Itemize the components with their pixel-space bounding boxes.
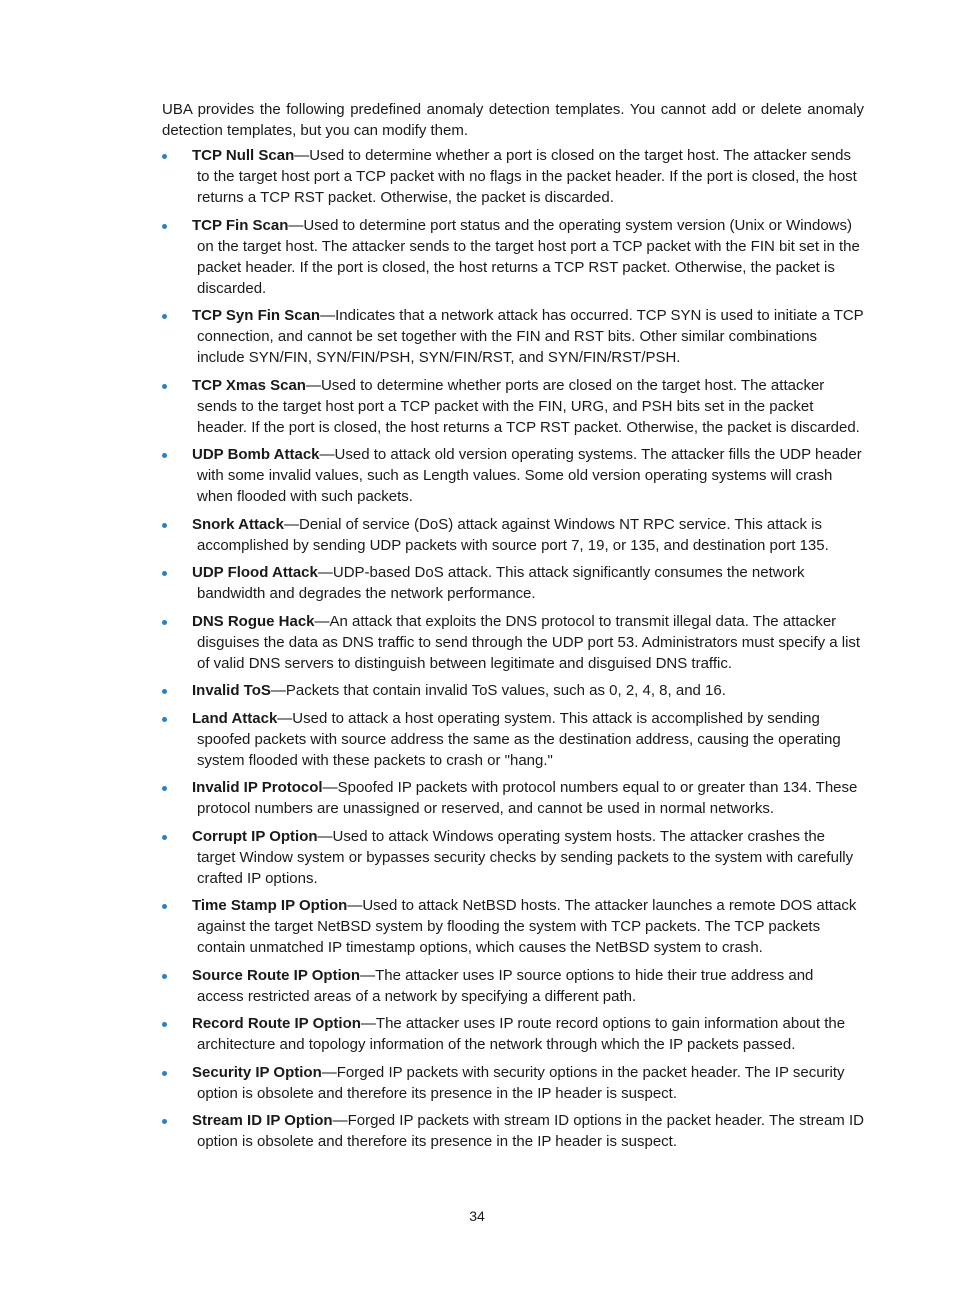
list-item	[162, 215, 864, 299]
item-separator: —	[322, 779, 338, 796]
list-item	[162, 145, 864, 208]
bullet-icon	[162, 974, 167, 979]
bullet-icon	[162, 1071, 167, 1076]
bullet-icon	[162, 523, 167, 528]
item-separator: —	[317, 827, 333, 845]
bullet-icon	[162, 786, 167, 791]
item-separator: —	[347, 897, 363, 914]
item-separator: —	[321, 1063, 337, 1081]
item-separator: —	[294, 147, 310, 164]
item-term: TCP Fin Scan	[192, 216, 289, 234]
item-description: Used to determine whether ports are closed on the target host. The attacker sends to the target host port a TCP packet with the FIN, URG, and PSH bits set in the packet header. If the port is closed, the host returns a TCP RST packet. Otherwise, the packet is discarded.	[197, 376, 860, 436]
list-item	[162, 965, 864, 1007]
list-item	[162, 895, 864, 958]
item-separator: —	[288, 216, 304, 234]
item-term: Security IP Option	[192, 1063, 322, 1081]
bullet-icon	[162, 1119, 167, 1124]
item-description: Packets that contain invalid ToS values, such as 0, 2, 4, 8, and 16.	[285, 682, 726, 699]
item-description: Used to attack Windows operating system hosts. The attacker crashes the target Window system or bypasses security checks by sending packets to the system with carefully crafted IP options.	[197, 827, 854, 887]
bullet-icon	[162, 835, 167, 840]
list-item	[162, 1062, 864, 1104]
intro-paragraph: UBA provides the following predefined anomaly detection templates. You cannot add or delete anomaly detection templates, but you can modify them.	[162, 101, 864, 139]
bullet-icon	[162, 689, 167, 694]
bullet-icon	[162, 904, 167, 909]
item-term: Snork Attack	[192, 515, 284, 533]
item-description: UDP-based DoS attack. This attack significantly consumes the network bandwidth and degrades the network performance.	[197, 564, 805, 602]
item-description: Used to determine whether a port is closed on the target host. The attacker sends to the target host port a TCP packet with no flags in the packet header. If the port is closed, the host returns a TCP RST packet. Otherwise, the packet is discarded.	[197, 147, 857, 206]
item-description: Denial of service (DoS) attack against Windows NT RPC service. This attack is accomplished by sending UDP packets with source port 7, 19, or 135, and destination port 135.	[197, 515, 829, 554]
item-term: DNS Rogue Hack	[192, 612, 315, 630]
page-number: 34	[469, 1208, 485, 1224]
list-item	[162, 514, 864, 556]
list-item	[162, 562, 864, 604]
item-description: Used to attack a host operating system. This attack is accomplished by sending spoofed packets with source address the same as the destination address, causing the operating system flooded with these packets to crash or "hang."	[197, 709, 841, 769]
item-term: Corrupt IP Option	[192, 827, 318, 845]
item-term: Stream ID IP Option	[192, 1112, 333, 1129]
item-term: TCP Syn Fin Scan	[192, 307, 321, 324]
item-description: The attacker uses IP source options to hide their true address and access restricted areas of a network by specifying a different path.	[197, 966, 814, 1005]
item-description: Used to determine port status and the operating system version (Unix or Windows) on the target host. The attacker sends to the target host port a TCP packet with the FIN bit set in the packet header. If the port is closed, the host returns a TCP RST packet. Otherwise, the packet is discarded.	[197, 216, 860, 297]
item-term: Invalid ToS	[192, 682, 271, 699]
item-separator: —	[317, 564, 333, 581]
item-separator: —	[319, 446, 335, 463]
list-item	[162, 611, 864, 674]
item-term: Time Stamp IP Option	[192, 897, 348, 914]
item-description: Used to attack old version operating systems. The attacker fills the UDP header with some invalid values, such as Length values. Some old version operating systems will crash when flooded with such packets.	[197, 446, 862, 505]
list-item	[162, 1013, 864, 1055]
item-separator: —	[283, 515, 299, 533]
bullet-icon	[162, 384, 167, 389]
list-item	[162, 375, 864, 438]
bullet-icon	[162, 224, 167, 229]
item-separator: —	[332, 1112, 348, 1129]
item-description: Spoofed IP packets with protocol numbers equal to or greater than 134. These protocol numbers are unassigned or reserved, and cannot be used in normal networks.	[197, 779, 858, 817]
item-separator: —	[305, 376, 321, 394]
list-item	[162, 444, 864, 507]
bullet-icon	[162, 717, 167, 722]
bullet-icon	[162, 1022, 167, 1027]
item-description: Forged IP packets with stream ID options in the packet header. The stream ID option is obsolete and therefore its presence in the IP header is suspect.	[197, 1112, 864, 1150]
item-term: Invalid IP Protocol	[192, 779, 323, 796]
document-body	[162, 99, 864, 1159]
bullet-icon	[162, 620, 167, 625]
item-separator: —	[360, 1015, 376, 1032]
item-description: The attacker uses IP route record options to gain information about the architecture and topology information of the network through which the IP packets passed.	[197, 1015, 846, 1053]
list-item	[162, 305, 864, 368]
item-separator: —	[320, 307, 336, 324]
item-term: UDP Bomb Attack	[192, 446, 320, 463]
item-description: Indicates that a network attack has occurred. TCP SYN is used to initiate a TCP connection, and cannot be set together with the FIN and RST bits. Other similar combinations include SYN/FIN, SYN/FIN/PSH, SYN/FIN/RST, and SYN/FIN/RST/PSH.	[197, 307, 864, 366]
item-description: Used to attack NetBSD hosts. The attacker launches a remote DOS attack against the target NetBSD system by flooding the system with TCP packets. The TCP packets contain unmatched IP timestamp options, which causes the NetBSD system to crash.	[197, 897, 857, 956]
item-term: TCP Null Scan	[192, 147, 295, 164]
template-list	[162, 145, 864, 1152]
list-item	[162, 826, 864, 889]
list-item	[162, 1110, 864, 1152]
list-item	[162, 777, 864, 819]
bullet-icon	[162, 154, 167, 159]
item-separator: —	[360, 966, 376, 984]
item-description: Forged IP packets with security options in the packet header. The IP security option is obsolete and therefore its presence in the IP header is suspect.	[197, 1063, 845, 1102]
item-term: Land Attack	[192, 709, 278, 727]
item-term: Source Route IP Option	[192, 966, 361, 984]
bullet-icon	[162, 571, 167, 576]
item-separator: —	[270, 682, 286, 699]
item-term: TCP Xmas Scan	[192, 376, 306, 394]
item-description: An attack that exploits the DNS protocol to transmit illegal data. The attacker disguises the data as DNS traffic to send through the UDP port 53. Administrators must specify a list of valid DNS servers to distinguish between legitimate and disguised DNS traffic.	[197, 612, 861, 672]
bullet-icon	[162, 314, 167, 319]
list-item	[162, 680, 864, 701]
item-term: Record Route IP Option	[192, 1015, 361, 1032]
item-term: UDP Flood Attack	[192, 564, 318, 581]
bullet-icon	[162, 453, 167, 458]
list-item	[162, 708, 864, 771]
item-separator: —	[314, 612, 330, 630]
item-separator: —	[277, 709, 293, 727]
